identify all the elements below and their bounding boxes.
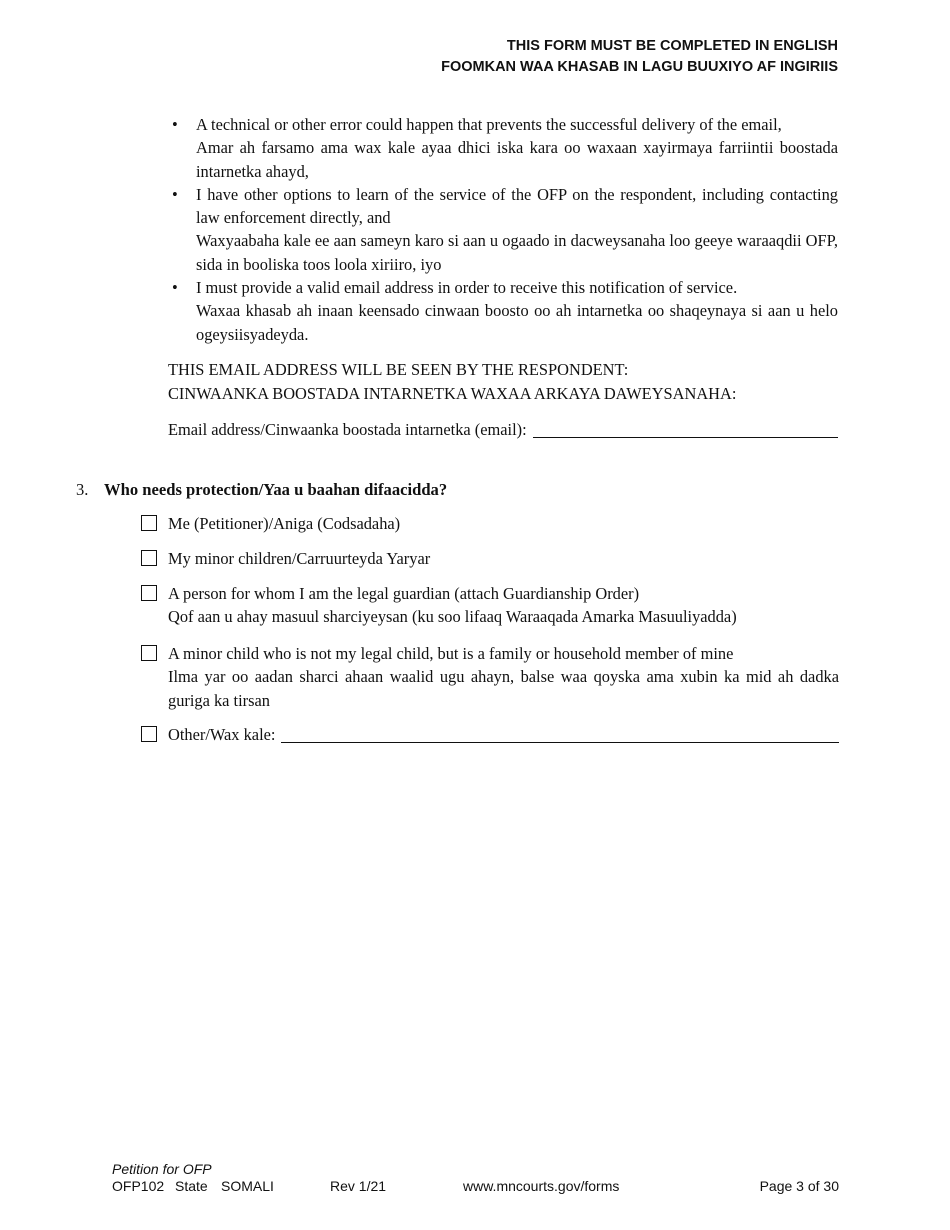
other-label: Other/Wax kale: [168,725,276,744]
email-row [168,418,838,441]
option-label: A minor child who is not my legal child, but is a family or household member of mine [168,644,734,663]
bullet-text-somali: Waxyaabaha kale ee aan sameyn karo si aan u ogaado in dacweysanaha loo geeye waraaqdii OFP, sida in booliska toos loola xiriiro, iyo [196,231,838,274]
section-3-heading [76,478,447,501]
option-label: A person for whom I am the legal guardian (attach Guardianship Order) [168,584,640,603]
option-label-somali: Qof aan u ahay masuul sharciyeysan (ku soo lifaaq Waraaqada Amarka Masuuliyadda) [168,607,737,627]
email-field[interactable] [533,418,838,438]
bullet-text-english: A technical or other error could happen that prevents the successful delivery of the email, [196,115,782,134]
checkbox-petitioner[interactable] [141,515,157,531]
footer-details [112,1178,839,1195]
option-household-minor [141,642,839,712]
footer-state: State [175,1178,208,1194]
checkbox-legal-guardian[interactable] [141,585,157,601]
bullet-text-somali: Amar ah farsamo ama wax kale ayaa dhici iska kara oo waxaan xayirmaya farriintii boostada intarnetka ahayd, [196,138,838,181]
option-label: My minor children/Carruurteyda Yaryar [168,549,431,568]
form-header [441,36,838,78]
option-legal-guardian [141,582,839,629]
footer-language: SOMALI [221,1178,274,1194]
checkbox-other[interactable] [141,726,157,742]
notice-english: THIS EMAIL ADDRESS WILL BE SEEN BY THE RESPONDENT: [168,360,629,379]
footer-form-name: Petition for OFP [112,1161,212,1177]
respondent-notice [168,358,838,405]
section-title: Who needs protection/Yaa u baahan difaacidda? [104,480,448,499]
bullet-text-somali: Waxaa khasab ah inaan keensado cinwaan boosto oo ah intarnetka oo shaqeynaya si aan u helo ogeysiisyadeyda. [196,301,838,344]
bullet-text-english: I must provide a valid email address in order to receive this notification of service. [196,278,738,298]
option-other [141,723,839,746]
option-minor-children [141,547,839,570]
option-petitioner [141,512,839,535]
section-number: 3. [76,480,89,499]
acknowledgement-bullets [172,113,838,346]
header-english-notice: THIS FORM MUST BE COMPLETED IN ENGLISH [506,38,838,54]
other-field[interactable] [281,723,839,743]
bullet-dot-icon: • [172,184,178,204]
bullet-item [172,183,838,276]
header-somali-notice: FOOMKAN WAA KHASAB IN LAGU BUUXIYO AF INGIRIIS [441,59,838,75]
footer-url[interactable]: www.mncourts.gov/forms [463,1178,620,1194]
option-label-somali: Ilma yar oo aadan sharci ahaan waalid ugu ahayn, balse waa qoyska ama xubin ka mid ah dadka guriga ka tirsan [168,667,839,710]
email-label: Email address/Cinwaanka boostada intarnetka (email): [168,420,527,439]
bullet-dot-icon: • [172,278,178,298]
page-footer [112,1161,839,1195]
bullet-dot-icon: • [172,115,178,134]
option-label: Me (Petitioner)/Aniga (Codsadaha) [168,514,401,533]
notice-somali: CINWAANKA BOOSTADA INTARNETKA WAXAA ARKAYA DAWEYSANAHA: [168,383,737,403]
footer-revision: Rev 1/21 [330,1178,387,1194]
checkbox-household-minor[interactable] [141,645,157,661]
footer-form-code: OFP102 [112,1178,165,1194]
bullet-item [172,113,838,183]
bullet-text-english: I have other options to learn of the service of the OFP on the respondent, including contacting law enforcement directly, and [196,184,838,228]
bullet-item [172,276,838,346]
footer-page-number: Page 3 of 30 [759,1178,839,1194]
checkbox-minor-children[interactable] [141,550,157,566]
